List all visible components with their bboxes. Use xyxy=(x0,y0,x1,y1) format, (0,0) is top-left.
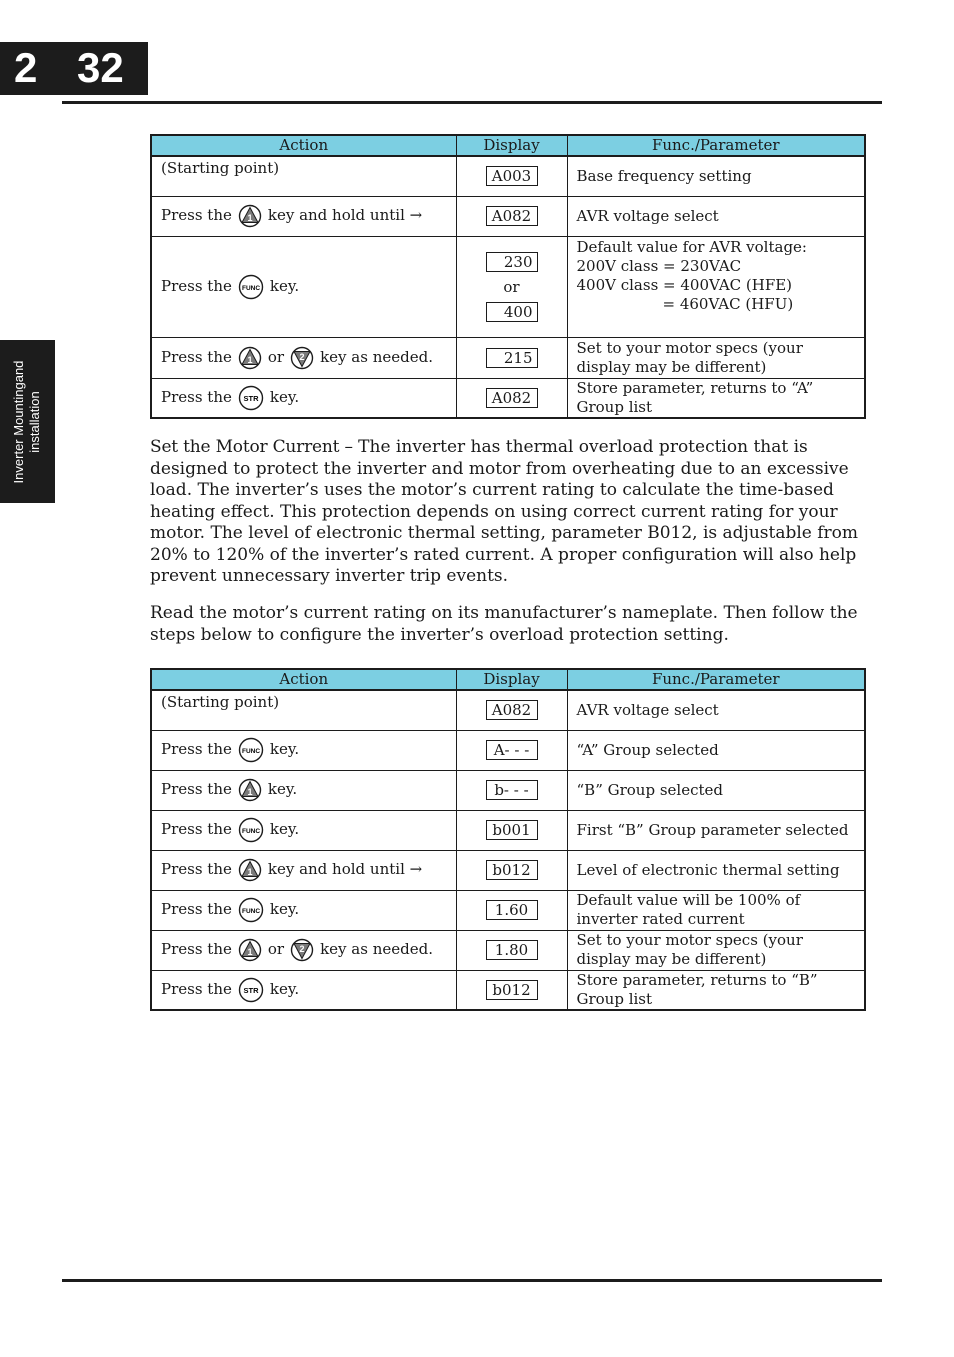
parameter-cell: Base frequency setting xyxy=(567,156,865,196)
table-row xyxy=(151,378,865,418)
lcd-readout: b012 xyxy=(486,980,538,1000)
parameter-cell: “A” Group selected xyxy=(567,730,865,770)
table-header-row xyxy=(151,669,865,690)
paragraph-body: The inverter has thermal overload protection that is designed to protect the inverter and motor from overheating due to an excessive load. The inverter’s uses the motor’s current rating to calculate the time-based heating effect. This protection depends on using correct current rating for your motor. The level of electronic thermal setting, parameter B012, is adjustable from 20% to 120% of the inverter’s rated current. A proper configuration will also help prevent unnecessary inverter trip events. xyxy=(150,437,859,586)
action-cell: Press the 1 or 2 key as needed. xyxy=(151,930,456,970)
parameter-cell: Store parameter, returns to “A” Group list xyxy=(567,378,865,418)
svg-text:STR: STR xyxy=(243,985,259,995)
table-header-row xyxy=(151,135,865,156)
str-key-icon xyxy=(238,977,264,1003)
display-cell xyxy=(456,730,567,770)
func-key-icon xyxy=(238,274,264,300)
display-cell xyxy=(456,690,567,730)
display-cell xyxy=(456,378,567,418)
down-arrow-key-icon xyxy=(290,346,314,370)
svg-text:FUNC: FUNC xyxy=(241,748,260,755)
svg-text:1: 1 xyxy=(247,787,253,797)
action-cell: Press the STR key. xyxy=(151,970,456,1010)
parameter-cell: Store parameter, returns to “B” Group list xyxy=(567,970,865,1010)
svg-text:2: 2 xyxy=(299,351,305,362)
display-cell xyxy=(456,770,567,810)
up-arrow-key-icon xyxy=(238,938,262,962)
table-row xyxy=(151,690,865,730)
svg-text:2: 2 xyxy=(299,944,305,954)
func-key-icon xyxy=(238,817,264,843)
nameplate-paragraph: Read the motor’s current rating on its manufacturer’s nameplate. Then follow the steps below to configure the inverter’s overload protection setting. xyxy=(150,603,858,645)
down-arrow-key-icon xyxy=(290,938,314,962)
parameter-cell: Default value will be 100% of inverter rated current xyxy=(567,890,865,930)
svg-text:STR: STR xyxy=(243,393,259,403)
display-cell xyxy=(456,810,567,850)
action-cell: (Starting point) xyxy=(151,690,456,730)
column-header-display: Display xyxy=(456,669,567,690)
table-row xyxy=(151,196,865,236)
column-header-parameter: Func./Parameter xyxy=(567,669,865,690)
display-cell xyxy=(456,930,567,970)
svg-text:FUNC: FUNC xyxy=(241,828,260,835)
svg-text:1: 1 xyxy=(247,947,253,957)
table-row xyxy=(151,890,865,930)
action-cell: Press the 1 key and hold until → xyxy=(151,850,456,890)
svg-text:FUNC: FUNC xyxy=(241,908,260,915)
lcd-readout: 400 xyxy=(486,302,538,322)
lcd-readout: 230 xyxy=(486,252,538,272)
action-cell: Press the FUNC key. xyxy=(151,730,456,770)
column-header-display: Display xyxy=(456,135,567,156)
action-cell: Press the 1 or 2 key as needed. xyxy=(151,337,456,378)
header-rule xyxy=(62,101,882,104)
action-cell: Press the 1 key and hold until → xyxy=(151,196,456,236)
display-cell xyxy=(456,850,567,890)
table-row xyxy=(151,236,865,337)
avr-voltage-steps-table xyxy=(150,134,866,419)
parameter-cell: “B” Group selected xyxy=(567,770,865,810)
page-number: 32 xyxy=(77,44,124,91)
table-row xyxy=(151,810,865,850)
svg-text:1: 1 xyxy=(247,867,253,877)
action-cell: Press the 1 key. xyxy=(151,770,456,810)
func-key-icon xyxy=(238,897,264,923)
display-cell xyxy=(456,970,567,1010)
lcd-readout: 1.80 xyxy=(486,940,538,960)
display-cell xyxy=(456,337,567,378)
parameter-cell: Default value for AVR voltage: 200V class = 230VAC 400V class = 400VAC (HFE) = 460VAC (HFU) xyxy=(567,236,865,337)
action-cell: Press the STR key. xyxy=(151,378,456,418)
parameter-cell: Set to your motor specs (your display may be different) xyxy=(567,930,865,970)
table-row xyxy=(151,930,865,970)
display-cell xyxy=(456,890,567,930)
column-header-action: Action xyxy=(151,135,456,156)
up-arrow-key-icon xyxy=(238,858,262,882)
parameter-cell: AVR voltage select xyxy=(567,196,865,236)
up-arrow-key-icon xyxy=(238,204,262,228)
up-arrow-key-icon xyxy=(238,778,262,802)
action-cell: Press the FUNC key. xyxy=(151,236,456,337)
lcd-readout: A082 xyxy=(486,388,538,408)
table-row xyxy=(151,850,865,890)
side-tab-line2: installation xyxy=(27,391,42,453)
footer-rule xyxy=(62,1279,882,1282)
parameter-cell: First “B” Group parameter selected xyxy=(567,810,865,850)
action-cell: (Starting point) xyxy=(151,156,456,196)
lcd-readout: b001 xyxy=(486,820,538,840)
up-arrow-key-icon xyxy=(238,346,262,370)
svg-text:1: 1 xyxy=(247,354,253,365)
lcd-readout: A- - - xyxy=(486,740,538,760)
display-cell xyxy=(456,156,567,196)
display-cell xyxy=(456,196,567,236)
svg-text:1: 1 xyxy=(247,213,253,223)
table-row xyxy=(151,730,865,770)
parameter-cell: Level of electronic thermal setting xyxy=(567,850,865,890)
table-row xyxy=(151,337,865,378)
lcd-readout: A082 xyxy=(486,700,538,720)
parameter-cell: AVR voltage select xyxy=(567,690,865,730)
or-label: or xyxy=(503,277,520,296)
lcd-readout: A082 xyxy=(486,206,538,226)
parameter-cell: Set to your motor specs (your display may be different) xyxy=(567,337,865,378)
section-lead: Set the Motor Current – xyxy=(150,437,353,457)
table-row xyxy=(151,156,865,196)
lcd-readout: b- - - xyxy=(486,780,538,800)
chapter-number: 2 xyxy=(14,44,38,91)
column-header-parameter: Func./Parameter xyxy=(567,135,865,156)
lcd-readout: 215 xyxy=(486,348,538,368)
lcd-readout: 1.60 xyxy=(486,900,538,920)
action-cell: Press the FUNC key. xyxy=(151,810,456,850)
motor-current-paragraph xyxy=(150,437,876,588)
page-number-badge xyxy=(0,42,148,95)
table-row xyxy=(151,970,865,1010)
lcd-readout: A003 xyxy=(486,166,538,186)
chapter-side-tab xyxy=(0,340,55,503)
str-key-icon xyxy=(238,385,264,411)
svg-text:FUNC: FUNC xyxy=(241,284,260,292)
table-row xyxy=(151,770,865,810)
side-tab-line1: Inverter Mountingand xyxy=(11,360,26,484)
column-header-action: Action xyxy=(151,669,456,690)
action-cell: Press the FUNC key. xyxy=(151,890,456,930)
func-key-icon xyxy=(238,737,264,763)
lcd-readout: b012 xyxy=(486,860,538,880)
display-cell xyxy=(456,236,567,337)
overload-protection-steps-table xyxy=(150,668,866,1011)
